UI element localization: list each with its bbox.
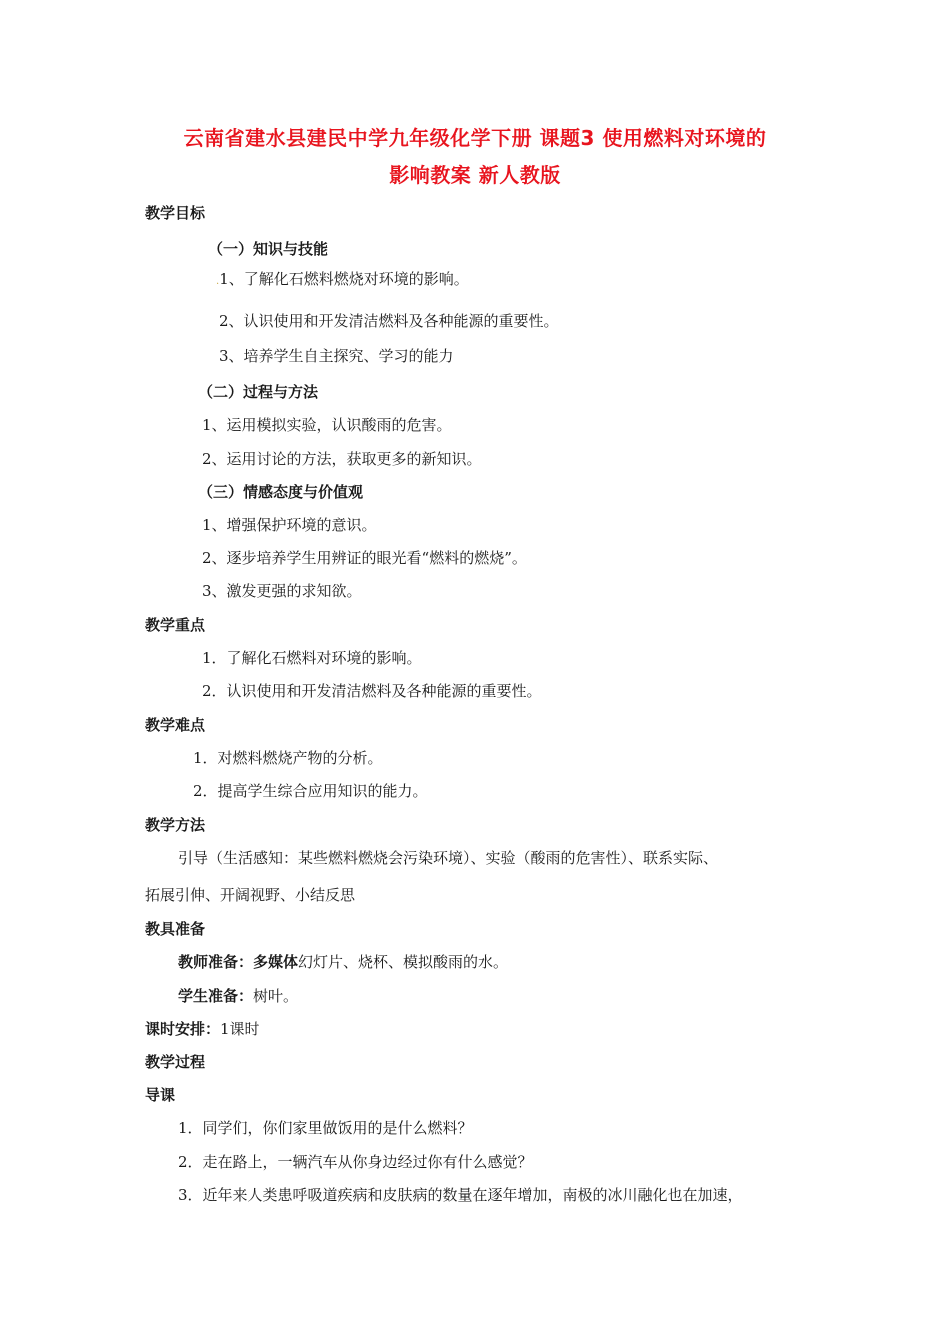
stray-dot-mark: . [216, 276, 220, 287]
intro-item-3: 3．近年来人类患呼吸道疾病和皮肤病的数量在逐年增加，南极的冰川融化也在加速， [178, 1186, 743, 1204]
doc-title-line-2: 影响教案 新人教版 [389, 163, 561, 187]
emotion-item-3: 3、激发更强的求知欲。 [202, 582, 362, 600]
difficulty-item-2: 2．提高学生综合应用知识的能力。 [193, 782, 428, 800]
methods-heading: 教学方法 [145, 816, 206, 834]
key-points-heading: 教学重点 [145, 616, 206, 634]
process-section-heading: 教学过程 [145, 1053, 206, 1071]
methods-text-line-1: 引导（生活感知：某些燃料燃烧会污染环境）、实验（酸雨的危害性）、联系实际、 [178, 849, 719, 867]
intro-item-2: 2．走在路上，一辆汽车从你身边经过你有什么感觉？ [178, 1153, 533, 1171]
schedule-label: 课时安排： [145, 1020, 221, 1038]
teacher-prep-bold: 多媒体 [253, 953, 299, 971]
student-prep [178, 985, 298, 1006]
schedule [145, 1018, 260, 1039]
knowledge-item-3: 3、培养学生自主探究、学习的能力 [219, 347, 454, 365]
process-item-2: 2、运用讨论的方法，获取更多的新知识。 [202, 450, 482, 468]
intro-heading: 导课 [145, 1086, 176, 1104]
student-prep-label: 学生准备： [178, 987, 254, 1005]
knowledge-item-2: 2、认识使用和开发清洁燃料及各种能源的重要性。 [219, 312, 559, 330]
emotion-heading: （三）情感态度与价值观 [198, 483, 364, 501]
process-heading: （二）过程与方法 [198, 383, 319, 401]
emotion-item-2: 2、逐步培养学生用辨证的眼光看“燃料的燃烧”。 [202, 549, 527, 567]
emotion-item-1: 1、增强保护环境的意识。 [202, 516, 377, 534]
teacher-prep-label: 教师准备： [178, 953, 254, 971]
knowledge-item-1: .1、了解化石燃料燃烧对环境的影响。 [216, 270, 469, 288]
knowledge-heading: （一）知识与技能 [208, 240, 329, 258]
tools-heading: 教具准备 [145, 920, 206, 938]
methods-text-line-2: 拓展引伸、开阔视野、小结反思 [145, 886, 356, 904]
process-item-1: 1、运用模拟实验，认识酸雨的危害。 [202, 416, 452, 434]
doc-title-line-1: 云南省建水县建民中学九年级化学下册 课题3 使用燃料对环境的 [183, 126, 767, 150]
key-point-item-2: 2．认识使用和开发清洁燃料及各种能源的重要性。 [202, 682, 542, 700]
goals-heading: 教学目标 [145, 204, 206, 222]
intro-item-1: 1．同学们，你们家里做饭用的是什么燃料？ [178, 1119, 473, 1137]
key-point-item-1: 1．了解化石燃料对环境的影响。 [202, 649, 422, 667]
teacher-prep [178, 951, 508, 972]
student-prep-text: 树叶。 [253, 987, 299, 1005]
teacher-prep-text: 幻灯片、烧杯、模拟酸雨的水。 [298, 953, 509, 971]
difficulty-item-1: 1．对燃料燃烧产物的分析。 [193, 749, 383, 767]
difficulties-heading: 教学难点 [145, 716, 206, 734]
schedule-text: 1课时 [220, 1020, 260, 1038]
